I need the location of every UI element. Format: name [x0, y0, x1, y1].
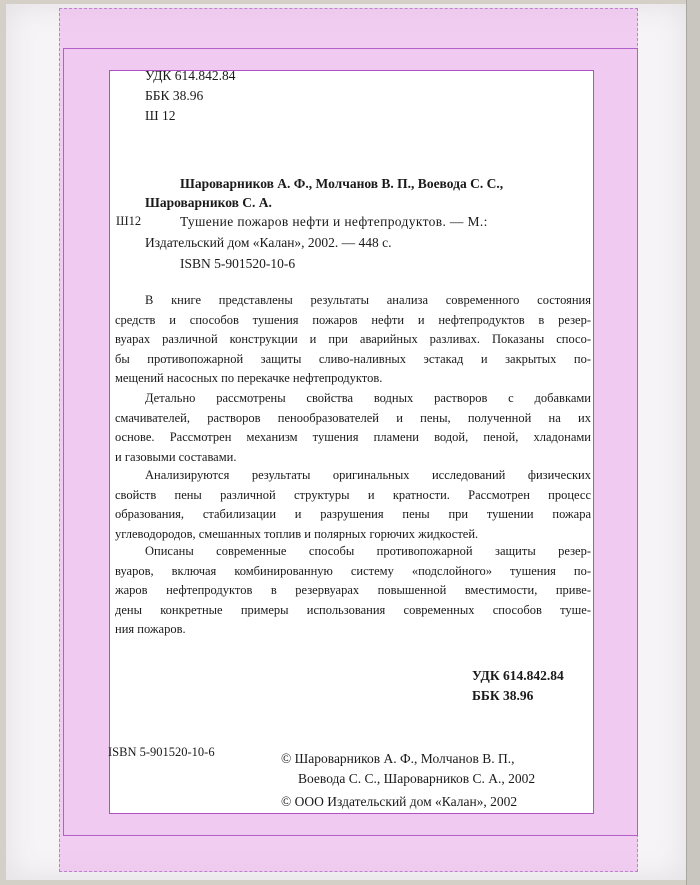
abstract-line: вуарах различной конструкции и при аварийных разливах. Показаны спосо- — [115, 332, 591, 347]
abstract-paragraph-4 — [115, 542, 591, 640]
abstract-line: бы противопожарной защиты сливо-наливных эстакад и закрытых по- — [115, 351, 591, 366]
footer-copyright-authors: © Шароварников А. Ф., Молчанов В. П., — [281, 751, 515, 766]
abstract-line: Описаны современные способы противопожарной защиты резер- — [145, 544, 591, 558]
classification-udk: УДК 614.842.84 — [472, 668, 564, 683]
citation-authors-line2: Шароварников С. А. — [145, 195, 272, 210]
citation-title-line1: Тушение пожаров нефти и нефтепродуктов. — М.: — [180, 214, 488, 229]
footer-copyright-authors-line2: Воевода С. С., Шароварников С. А., 2002 — [298, 771, 536, 786]
abstract-line: ния пожаров. — [115, 622, 186, 637]
abstract-line: углеводородов, смешанных топлив и полярных горючих жидкостей. — [115, 526, 479, 541]
header-bbk: ББК 38.96 — [145, 88, 204, 103]
abstract-line: средств и способов тушения пожаров нефти и нефтепродуктов в резер- — [115, 312, 591, 327]
abstract-line: Анализируются результаты оригинальных исследований физических — [145, 468, 591, 482]
citation-authors: Шароварников А. Ф., Молчанов В. П., Воевода С. С., — [180, 176, 504, 191]
citation-code: Ш12 — [116, 214, 142, 228]
citation-isbn: ISBN 5-901520-10-6 — [180, 256, 296, 271]
abstract-line: Детально рассмотрены свойства водных растворов с добавками — [145, 391, 591, 405]
abstract-paragraph-2 — [115, 389, 591, 467]
classification-bbk: ББК 38.96 — [472, 688, 534, 703]
abstract-line: смачивателей, растворов пенообразователей и пены, полученной на их — [115, 410, 591, 425]
abstract-line: дены конкретные примеры использования современных способов туше- — [115, 602, 591, 617]
abstract-line: образования, стабилизации и разрушения пены при тушении пожара — [115, 507, 591, 522]
abstract-line: В книге представлены результаты анализа современного состояния — [145, 293, 591, 307]
abstract-line: свойств пены различной структуры и кратности. Рассмотрен процесс — [115, 487, 591, 502]
abstract-paragraph-3 — [115, 466, 591, 544]
vertical-scrollbar[interactable] — [686, 0, 700, 885]
footer-copyright-publisher: © ООО Издательский дом «Калан», 2002 — [281, 794, 518, 809]
abstract-line: мещений насосных по перекачке нефтепродуктов. — [115, 371, 383, 386]
abstract-line: вуаров, включая комбинированную систему «подслойного» тушения по- — [115, 563, 591, 578]
abstract-line: и газовыми составами. — [115, 449, 237, 464]
abstract-paragraph-1 — [115, 291, 591, 389]
header-udk: УДК 614.842.84 — [145, 68, 236, 83]
abstract-line: жаров нефтепродуктов в резервуарах повышенной вместимости, приве- — [115, 583, 591, 598]
citation-title-line2: Издательский дом «Калан», 2002. — 448 с. — [145, 235, 392, 250]
abstract-line: основе. Рассмотрен механизм тушения пламени водой, пеной, хладонами — [115, 430, 591, 445]
header-code: Ш 12 — [145, 108, 176, 123]
footer-isbn: ISBN 5-901520-10-6 — [108, 745, 215, 759]
